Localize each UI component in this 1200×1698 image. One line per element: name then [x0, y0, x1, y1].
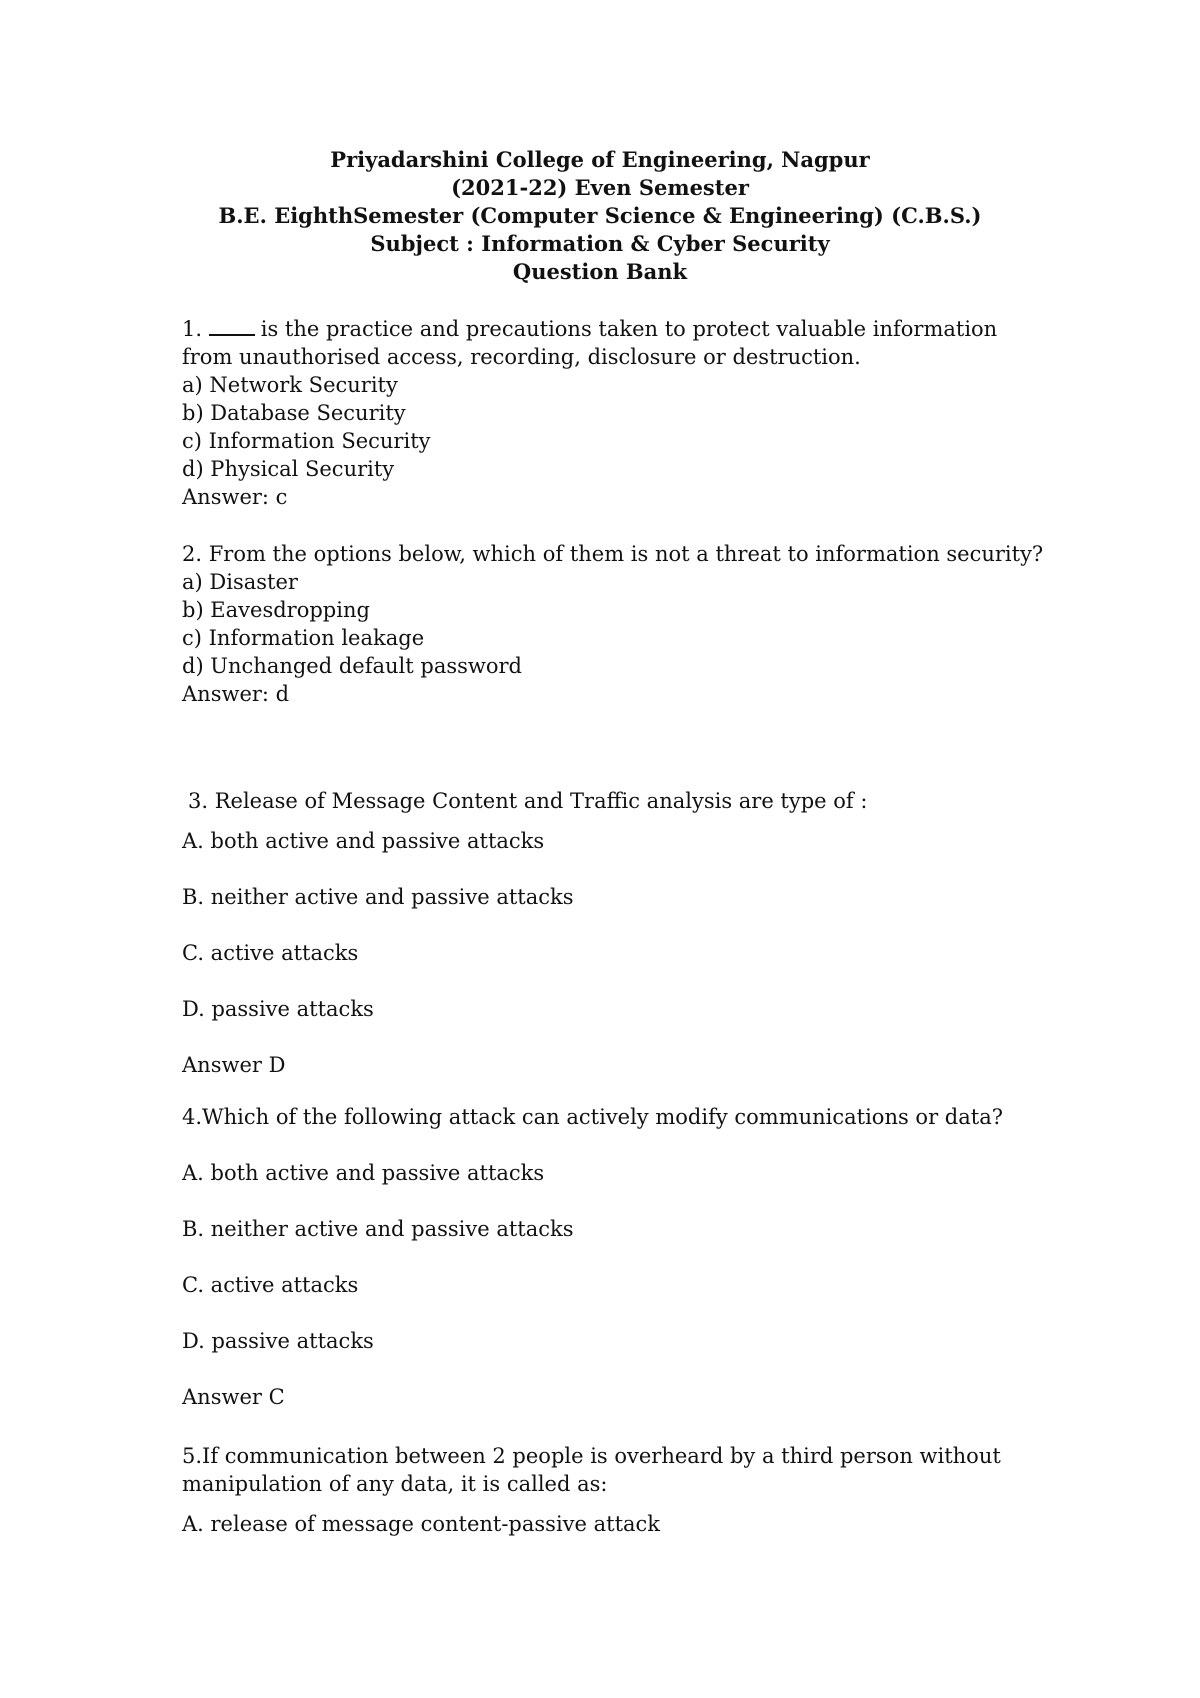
question-4	[182, 1103, 1022, 1439]
option-b: b) Eavesdropping	[182, 598, 370, 622]
college-name: Priyadarshini College of Engineering, Nagpur	[330, 147, 870, 172]
fill-in-blank	[209, 316, 255, 336]
option-a: A. release of message content-passive attack	[182, 1512, 661, 1536]
question-2-text: 2. From the options below, which of them is not a threat to information security?	[182, 542, 1044, 566]
option-a: a) Disaster	[182, 570, 298, 594]
question-1-text	[182, 315, 1022, 371]
answer: Answer D	[182, 1053, 286, 1077]
option-d: d) Unchanged default password	[182, 654, 522, 678]
option-b: b) Database Security	[182, 401, 406, 425]
option-a: a) Network Security	[182, 373, 398, 397]
question-3	[182, 787, 1022, 1107]
option-a: A. both active and passive attacks	[182, 829, 545, 853]
question-1	[182, 315, 1022, 511]
option-c: c) Information Security	[182, 429, 431, 453]
question-body: is the practice and precautions taken to protect valuable information from unauthorised access, recording, disclosure or destruction.	[182, 317, 998, 369]
question-2	[182, 540, 1044, 708]
option-b: B. neither active and passive attacks	[182, 885, 574, 909]
option-a: A. both active and passive attacks	[182, 1161, 545, 1185]
question-number: 1.	[182, 317, 203, 341]
question-3-text: 3. Release of Message Content and Traffic analysis are type of :	[188, 789, 868, 813]
question-5-text: 5.If communication between 2 people is overheard by a third person without manipulation of any data, it is called as:	[182, 1444, 1001, 1496]
document-header	[0, 146, 1200, 286]
question-4-text: 4.Which of the following attack can actively modify communications or data?	[182, 1105, 1003, 1129]
answer: Answer: c	[182, 485, 288, 509]
course-line: B.E. EighthSemester (Computer Science & Engineering) (C.B.S.)	[218, 203, 982, 228]
session-line: (2021-22) Even Semester	[451, 175, 749, 200]
option-b: B. neither active and passive attacks	[182, 1217, 574, 1241]
option-c: c) Information leakage	[182, 626, 425, 650]
option-d: d) Physical Security	[182, 457, 395, 481]
option-c: C. active attacks	[182, 941, 359, 965]
option-d: D. passive attacks	[182, 1329, 374, 1353]
answer: Answer: d	[182, 682, 290, 706]
option-c: C. active attacks	[182, 1273, 359, 1297]
question-5	[182, 1442, 1022, 1538]
answer: Answer C	[182, 1385, 285, 1409]
option-d: D. passive attacks	[182, 997, 374, 1021]
document-title: Question Bank	[512, 259, 688, 284]
subject-line: Subject : Information & Cyber Security	[370, 231, 830, 256]
